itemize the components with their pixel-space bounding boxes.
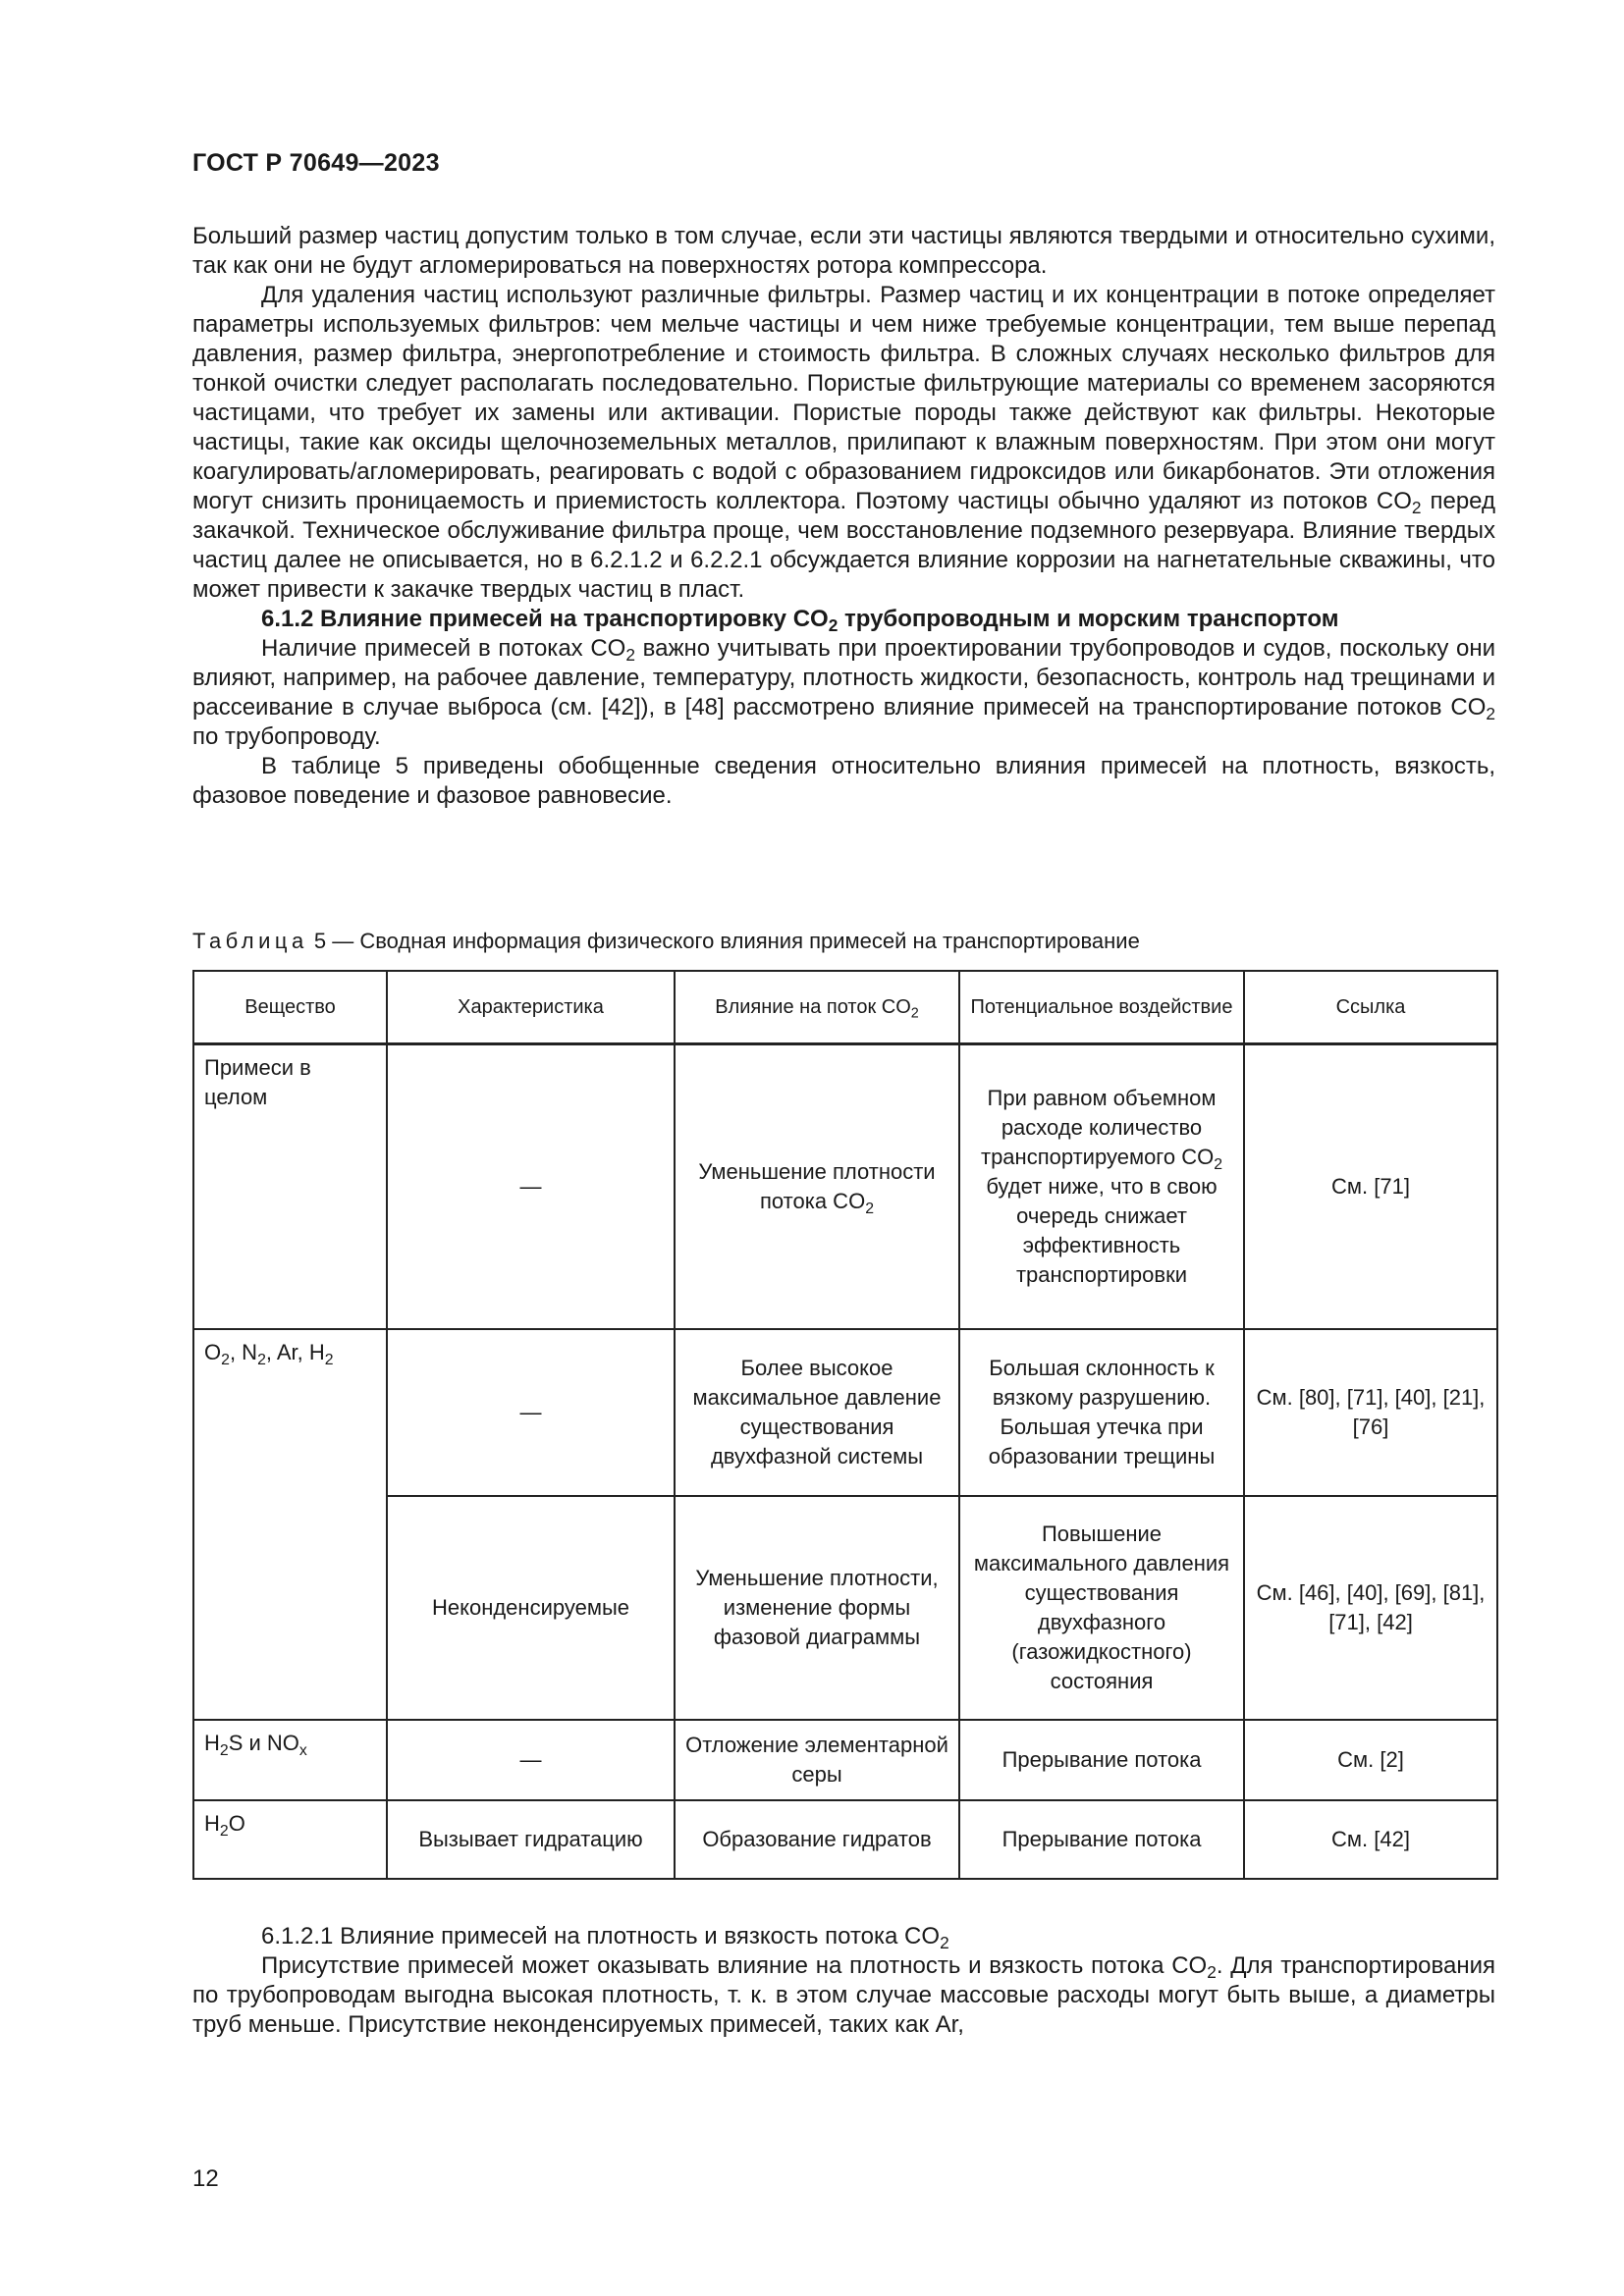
table-row (193, 1329, 1497, 1496)
body-text-bottom (192, 1922, 1495, 2040)
cell-substance: $H_2O$ (193, 1800, 387, 1879)
page-number: 12 (192, 2165, 219, 2192)
cell-characteristic: — (387, 1720, 675, 1800)
cell-substance: Примеси в целом (193, 1044, 387, 1329)
cell-reference: См. [42] (1244, 1800, 1497, 1879)
document-header: ГОСТ Р 70649—2023 (192, 149, 440, 177)
cell-reference: См. [80], [71], [40], [21], [76] (1244, 1329, 1497, 1496)
header-characteristic: Характеристика (387, 971, 675, 1044)
paragraph-table-intro: В таблице 5 приведены обобщенные сведения относительно влияния примесей на плотность, вязкость, фазовое поведение и фазовое равновесие. (192, 753, 1495, 809)
table-row (193, 1800, 1497, 1879)
cell-effect: Уменьшение плотности потока $CO_2$ (675, 1044, 959, 1329)
cell-characteristic: Неконденсируемые (387, 1496, 675, 1720)
table-row (193, 1044, 1497, 1329)
table-header-row (193, 971, 1497, 1044)
section-heading-6-1-2: 6.1.2 Влияние примесей на транспортировку $CO_2$ трубопроводным и морским транспортом (261, 606, 1339, 636)
cell-effect: Более высокое максимальное давление существования двухфазной системы (675, 1329, 959, 1496)
body-text-top (192, 222, 1495, 811)
cell-impact: Прерывание потока (959, 1800, 1244, 1879)
cell-substance: $H_2S$ и $NO_x$ (193, 1720, 387, 1800)
cell-reference: См. [2] (1244, 1720, 1497, 1800)
paragraph-density-viscosity: Присутствие примесей может оказывать влияние на плотность и вязкость потока $CO_2$. Для транспортирования по трубопроводам выгодна высокая плотность, т. к. в этом случае массовые расходы могут быть выше, а диаметры труб меньше. Присутствие неконденсируемых примесей, таких как Ar, (192, 1952, 1495, 2038)
cell-reference: См. [71] (1244, 1044, 1497, 1329)
cell-characteristic: — (387, 1044, 675, 1329)
paragraph-particle-size: Больший размер частиц допустим только в том случае, если эти частицы являются твердыми и относительно сухими, так как они не будут агломерироваться на поверхностях ротора компрессора. (192, 223, 1495, 279)
header-effect: Влияние на поток $CO_2$ (675, 971, 959, 1044)
cell-impact: Большая склонность к вязкому разрушению. Большая утечка при образовании трещины (959, 1329, 1244, 1496)
cell-characteristic: — (387, 1329, 675, 1496)
header-impact: Потенциальное воздействие (959, 971, 1244, 1044)
cell-impact: При равном объемном расходе количество транспортируемого $CO_2$ будет ниже, что в свою очередь снижает эффективность транспортировки (959, 1044, 1244, 1329)
header-substance: Вещество (193, 971, 387, 1044)
cell-effect: Образование гидратов (675, 1800, 959, 1879)
header-reference: Ссылка (1244, 971, 1497, 1044)
cell-impact: Повышение максимального давления существования двухфазного (газожидкостного) состояния (959, 1496, 1244, 1720)
impurities-table (192, 970, 1498, 1880)
cell-reference: См. [46], [40], [69], [81], [71], [42] (1244, 1496, 1497, 1720)
cell-substance: $O_2$, $N_2$, Ar, $H_2$ (193, 1329, 387, 1720)
table-row (193, 1720, 1497, 1800)
cell-characteristic: Вызывает гидратацию (387, 1800, 675, 1879)
section-heading-6-1-2-1: 6.1.2.1 Влияние примесей на плотность и вязкость потока $CO_2$ (261, 1923, 949, 1953)
cell-impact: Прерывание потока (959, 1720, 1244, 1800)
table-caption: Таблица 5 — Сводная информация физического влияния примесей на транспортирование (192, 929, 1140, 953)
cell-effect: Уменьшение плотности, изменение формы фазовой диаграммы (675, 1496, 959, 1720)
paragraph-filters: Для удаления частиц используют различные фильтры. Размер частиц и их концентрации в потоке определяет параметры используемых фильтров: чем мельче частицы и чем ниже требуемые концентрации, тем выше перепад давления, размер фильтра, энергопотребление и стоимость фильтра. В сложных случаях несколько фильтров для тонкой очистки следует располагать последовательно. Пористые фильтрующие материалы со временем засоряются частицами, что требует их замены или активации. Пористые породы также действуют как фильтры. Некоторые частицы, такие как оксиды щелочноземельных металлов, прилипают к влажным поверхностям. При этом они могут коагулировать/агломерировать, реагировать с водой с образованием гидроксидов или бикарбонатов. Эти отложения могут снизить проницаемость и приемистость коллектора. Поэтому частицы обычно удаляют из потоков $CO_2$ перед закачкой. Техническое обслуживание фильтра проще, чем восстановление подземного резервуара. Влияние твердых частиц далее не описывается, но в 6.2.1.2 и 6.2.2.1 обсуждается влияние коррозии на нагнетательные скважины, что может привести к закачке твердых частиц в пласт. (192, 282, 1495, 603)
paragraph-impurities-transport: Наличие примесей в потоках $CO_2$ важно учитывать при проектировании трубопроводов и судов, поскольку они влияют, например, на рабочее давление, температуру, плотность жидкости, безопасность, контроль над трещинами и рассеивание в случае выброса (см. [42]), в [48] рассмотрено влияние примесей на транспортирование потоков $CO_2$ по трубопроводу. (192, 635, 1495, 750)
table-row (193, 1496, 1497, 1720)
cell-effect: Отложение элементарной серы (675, 1720, 959, 1800)
